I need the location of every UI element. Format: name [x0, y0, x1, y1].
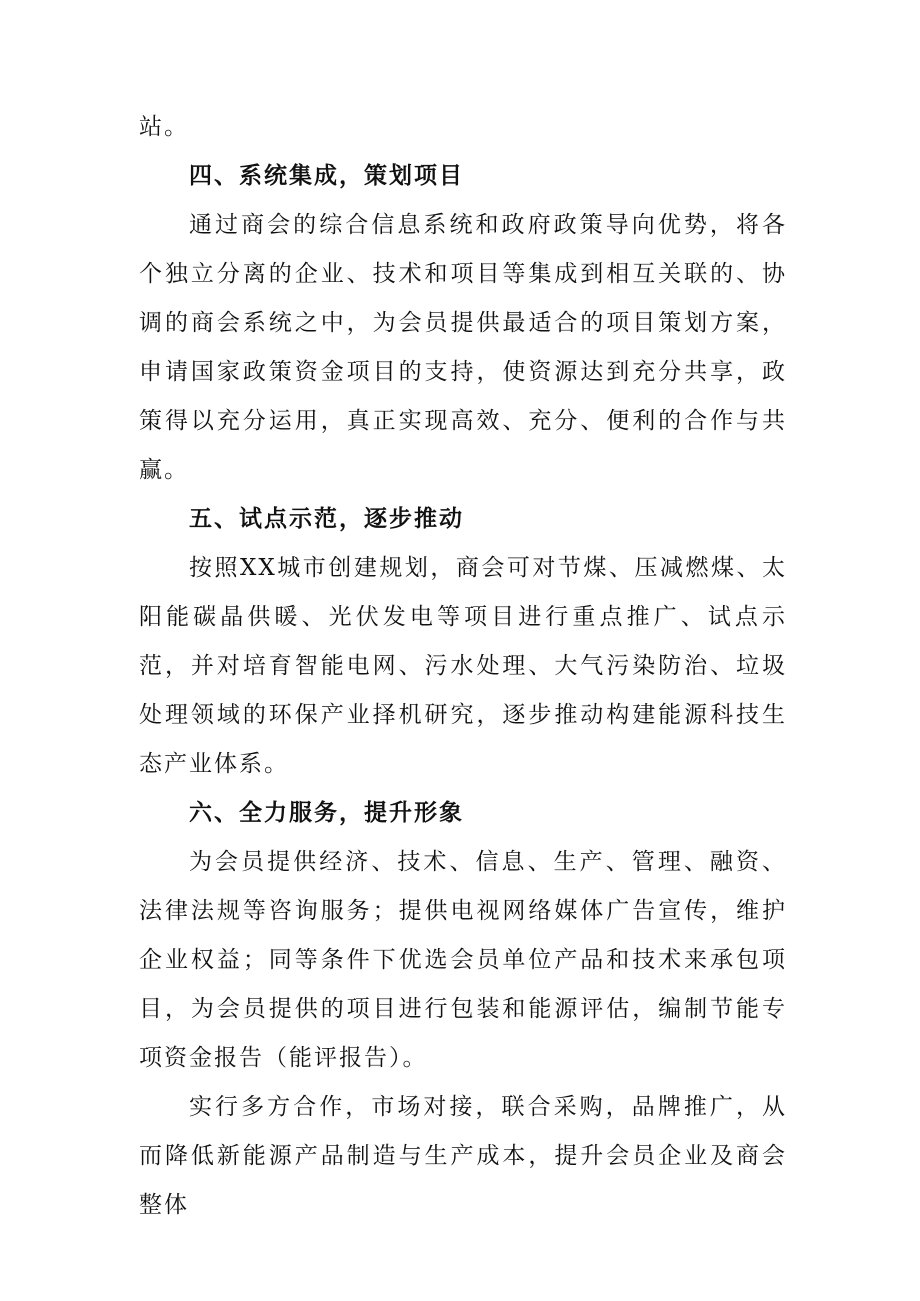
- paragraph-fragment: 站。: [139, 114, 189, 140]
- section-4-paragraph: 通过商会的综合信息系统和政府政策导向优势，将各个独立分离的企业、技术和项目等集成到相互关联的、协调的商会系统之中，为会员提供最适合的项目策划方案，申请国家政策资金项目的支持，使资源达到充分共享，政策得以充分运用，真正实现高效、充分、便利的合作与共赢。: [139, 212, 787, 483]
- document-body: [139, 103, 787, 1230]
- section-6-paragraph-2: 实行多方合作，市场对接，联合采购，品牌推广，从而降低新能源产品制造与生产成本，提升会员企业及商会整体: [139, 1094, 787, 1218]
- section-6-paragraph-1: 为会员提供经济、技术、信息、生产、管理、融资、法律法规等咨询服务；提供电视网络媒体广告宣传，维护企业权益；同等条件下优选会员单位产品和技术来承包项目，为会员提供的项目进行包装和能源评估，编制节能专项资金报告（能评报告）。: [139, 849, 787, 1071]
- section-heading-5: 五、试点示范，逐步推动: [189, 506, 464, 532]
- section-5-paragraph: 按照XX城市创建规划，商会可对节煤、压减燃煤、太阳能碳晶供暖、光伏发电等项目进行重点推广、试点示范，并对培育智能电网、污水处理、大气污染防治、垃圾处理领域的环保产业择机研究，逐步推动构建能源科技生态产业体系。: [139, 555, 787, 777]
- section-heading-4: 四、系统集成，策划项目: [189, 163, 464, 189]
- section-heading-6: 六、全力服务，提升形象: [189, 800, 464, 826]
